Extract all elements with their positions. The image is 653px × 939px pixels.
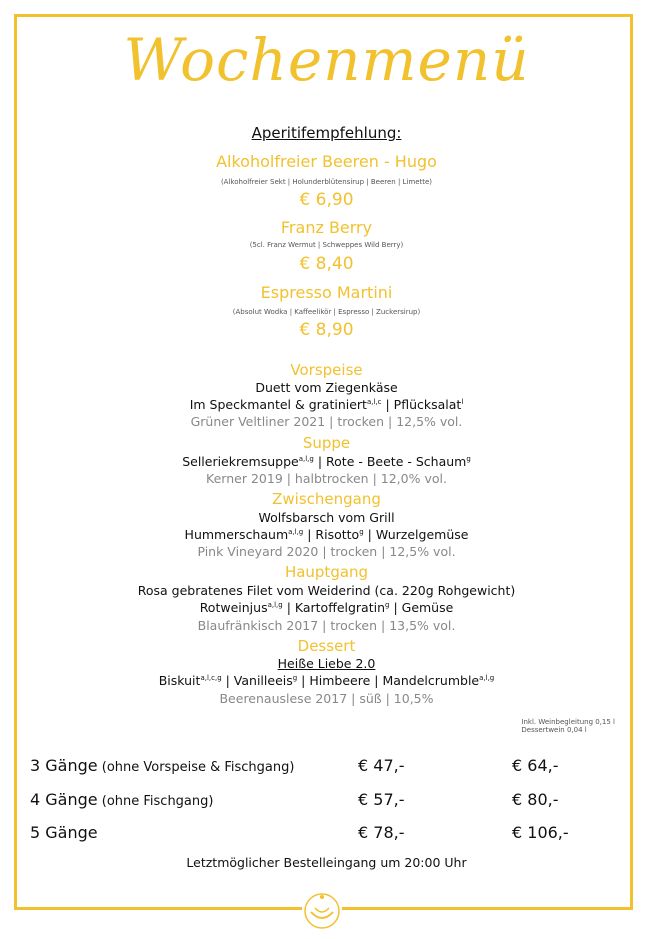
course-heading-hauptgang: Hauptgang bbox=[284, 563, 369, 581]
dessert-name: Heiße Liebe 2.0 bbox=[277, 656, 376, 671]
wine-pairing: Blaufränkisch 2017 | trocken | 13,5% vol. bbox=[197, 618, 456, 633]
dish-line: Rosa gebratenes Filet vom Weiderind (ca. 220g Rohgewicht) bbox=[137, 583, 516, 598]
dish-line: Rotweinjus$^{a,l,g}$ | Kartoffelgratin$^g$ | Gemüse bbox=[199, 600, 454, 615]
wine-pairing: Kerner 2019 | halbtrocken | 12,0% vol. bbox=[206, 471, 447, 486]
drink-price: € 6,90 bbox=[299, 190, 354, 210]
drink-name: Franz Berry bbox=[280, 218, 373, 237]
drink-price: € 8,40 bbox=[299, 254, 354, 274]
course-heading-suppe: Suppe bbox=[302, 434, 351, 452]
dish-line: Im Speckmantel & gratiniert$^{a,l,c}$ | Pflücksalat$^l$ bbox=[189, 397, 464, 412]
dish-line: Selleriekremsuppe$^{a,l,g}$ | Rote - Beete - Schaum$^g$ bbox=[182, 454, 471, 469]
wine-pairing: Beerenauslese 2017 | süß | 10,5% bbox=[219, 691, 434, 706]
dish-line: Biskuit$^{a,l,c,g}$ | Vanilleeis$^g$ | Himbeere | Mandelcrumble$^{a,l,g}$ bbox=[158, 673, 495, 688]
order-deadline: Letztmöglicher Bestelleingang um 20:00 Uhr bbox=[186, 855, 467, 870]
restaurant-logo-icon bbox=[302, 891, 342, 931]
drink-description: (5cl. Franz Wermut | Schweppes Wild Berry) bbox=[249, 241, 404, 249]
aperitif-heading: Aperitifempfehlung: bbox=[251, 124, 402, 142]
wine-pairing: Pink Vineyard 2020 | trocken | 12,5% vol. bbox=[197, 544, 456, 559]
drink-description: (Alkoholfreier Sekt | Holunderblütensirup | Beeren | Limette) bbox=[220, 178, 433, 186]
dish-line: Hummerschaum$^{a,l,g}$ | Risotto$^g$ | Wurzelgemüse bbox=[184, 527, 469, 542]
course-heading-dessert: Dessert bbox=[297, 637, 356, 655]
dish-line: Duett vom Ziegenkäse bbox=[255, 380, 398, 395]
drink-name: Espresso Martini bbox=[260, 283, 393, 302]
dish-line: Wolfsbarsch vom Grill bbox=[258, 510, 395, 525]
drink-price: € 8,90 bbox=[299, 320, 354, 340]
course-heading-zwischengang: Zwischengang bbox=[272, 490, 381, 508]
menu-title: Wochenmenü bbox=[123, 26, 530, 94]
wine-pairing: Grüner Veltliner 2021 | trocken | 12,5% vol. bbox=[190, 414, 463, 429]
course-heading-vorspeise: Vorspeise bbox=[290, 361, 363, 379]
drink-name: Alkoholfreier Beeren - Hugo bbox=[216, 152, 437, 171]
wine-pairing-note: Inkl. Weinbegleitung 0,15 l Dessertwein 0,04 l bbox=[521, 718, 615, 734]
drink-description: (Absolut Wodka | Kaffeelikör | Espresso | Zuckersirup) bbox=[232, 308, 421, 316]
